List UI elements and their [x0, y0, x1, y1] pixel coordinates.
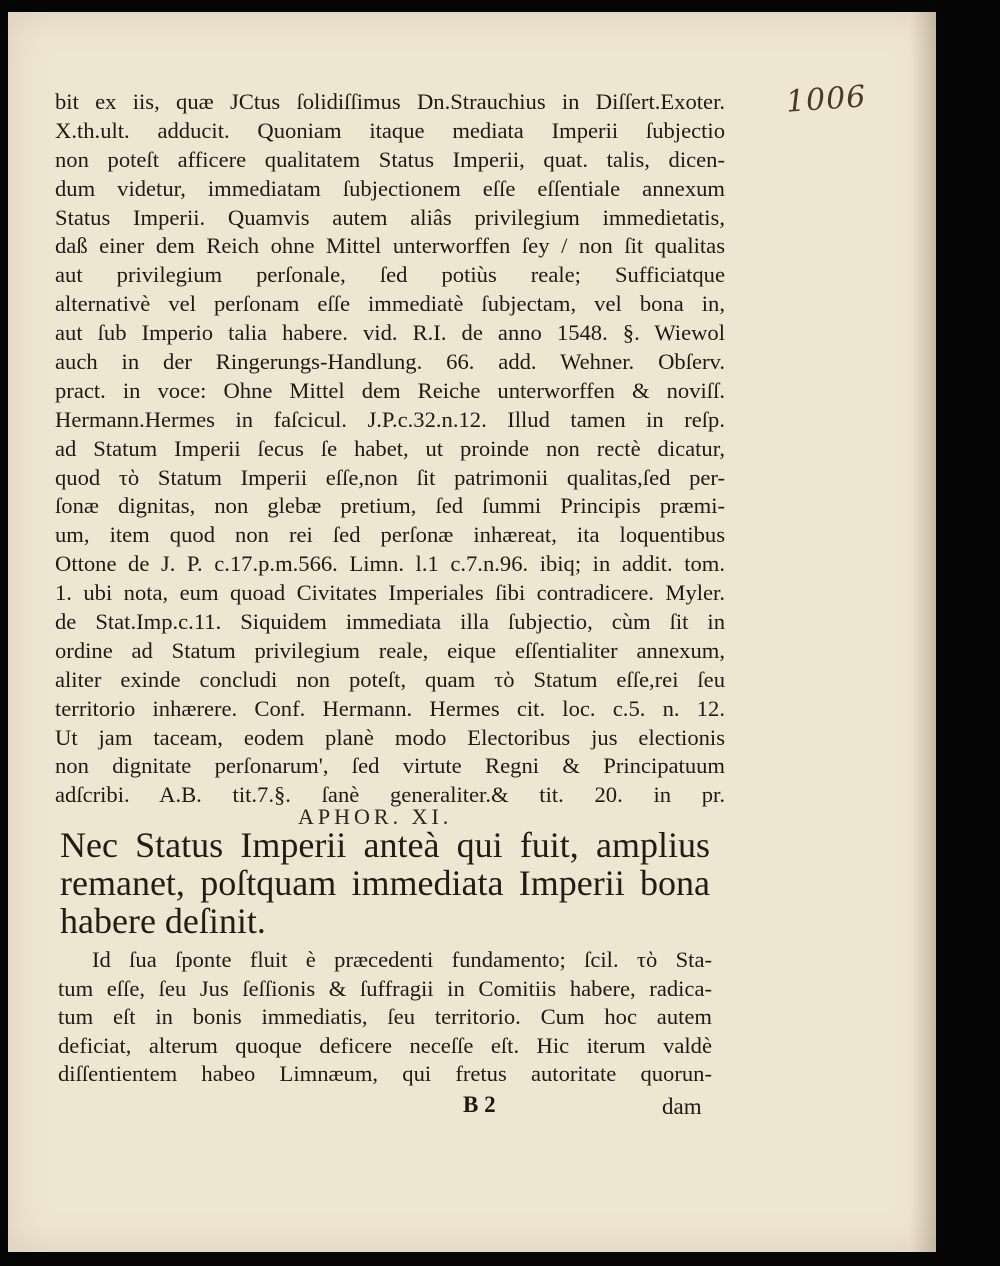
- book-page: [8, 12, 936, 1252]
- text-line: adſcribi. A.B. tit.7.§. ſanè generaliter.& tit. 20. in pr.: [55, 782, 725, 808]
- text-line: habere deſinit.: [60, 901, 266, 941]
- text-line: deficiat, alterum quoque deficere neceſſe eſt. Hic iterum valdè: [58, 1032, 712, 1058]
- text-line: territorio inhærere. Conf. Hermann. Hermes cit. loc. c.5. n. 12.: [55, 695, 725, 721]
- text-line: um, item quod non rei ſed perſonæ inhæreat, ita loquentibus: [55, 522, 725, 548]
- text-line: 1. ubi nota, eum quoad Civitates Imperiales ſibi contradicere. Myler.: [55, 580, 725, 606]
- text-line: tum eſt in bonis immediatis, ſeu territorio. Cum hoc autem: [58, 1004, 712, 1030]
- text-line: non poteſt afficere qualitatem Status Imperii, quat. talis, dicen-: [55, 146, 725, 172]
- text-line: Ut jam taceam, eodem planè modo Electoribus jus electionis: [55, 724, 725, 750]
- text-line: bit ex iis, quæ JCtus ſolidiſſimus Dn.Strauchius in Diſſert.Exoter.: [55, 89, 725, 114]
- text-line: pract. in voce: Ohne Mittel dem Reiche unterworffen & noviſſ.: [55, 377, 725, 403]
- text-line: tum eſſe, ſeu Jus ſeſſionis & ſuffragii in Comitiis habere, radica-: [58, 975, 712, 1001]
- text-line: auch in der Ringerungs-Handlung. 66. add. Wehner. Obſerv.: [55, 349, 725, 375]
- text-line: ſonæ dignitas, non glebæ pretium, ſed ſummi Principis præmi-: [55, 493, 725, 519]
- text-line: ad Statum Imperii ſecus ſe habet, ut proinde non rectè dicatur,: [55, 435, 725, 461]
- aphorism-label: APHOR. XI.: [298, 804, 453, 829]
- text-line: aut privilegium perſonale, ſed potiùs reale; Sufficiatque: [55, 262, 725, 288]
- text-line: alternativè vel perſonam eſſe immediatè ſubjectam, vel bona in,: [55, 291, 725, 317]
- text-line: remanet, poſtquam immediata Imperii bona: [60, 863, 710, 903]
- text-line: quod τὸ Statum Imperii eſſe,non ſit patrimonii qualitas,ſed per-: [55, 464, 725, 490]
- text-line: de Stat.Imp.c.11. Siquidem immediata illa ſubjectio, cùm ſit in: [55, 609, 725, 635]
- text-line: Hermann.Hermes in faſcicul. J.P.c.32.n.12. Illud tamen in reſp.: [55, 406, 725, 432]
- main-text-block: [55, 88, 725, 810]
- signature-mark: B 2: [463, 1092, 496, 1117]
- catchword: dam: [662, 1094, 702, 1119]
- commentary-paragraph: [58, 946, 712, 1089]
- text-line: aut ſub Imperio talia habere. vid. R.I. de anno 1548. §. Wiewol: [55, 320, 725, 346]
- text-line: X.th.ult. adducit. Quoniam itaque mediata Imperii ſubjectio: [55, 117, 725, 143]
- aphorism-heading: [60, 826, 710, 940]
- text-line: ordine ad Statum privilegium reale, eique eſſentialiter annexum,: [55, 637, 725, 663]
- text-line: Status Imperii. Quamvis autem aliâs privilegium immedietatis,: [55, 204, 725, 230]
- text-line: daß einer dem Reich ohne Mittel unterworffen ſey / non ſit qualitas: [55, 233, 725, 259]
- text-line: Id ſua ſponte fluit è præcedenti fundamento; ſcil. τὸ Sta-: [92, 947, 712, 972]
- text-line: dum videtur, immediatam ſubjectionem eſſe eſſentiale annexum: [55, 175, 725, 201]
- text-line: non dignitate perſonarum', ſed virtute Regni & Principatuum: [55, 753, 725, 779]
- handwritten-page-number: 1006: [784, 79, 868, 120]
- text-line: diſſentientem habeo Limnæum, qui fretus autoritate quorun-: [58, 1061, 712, 1087]
- text-line: Ottone de J. P. c.17.p.m.566. Limn. l.1 c.7.n.96. ibiq; in addit. tom.: [55, 551, 725, 577]
- text-line: aliter exinde concludi non poteſt, quam τὸ Statum eſſe,rei ſeu: [55, 666, 725, 692]
- text-line: Nec Status Imperii anteà qui fuit, amplius: [60, 825, 710, 865]
